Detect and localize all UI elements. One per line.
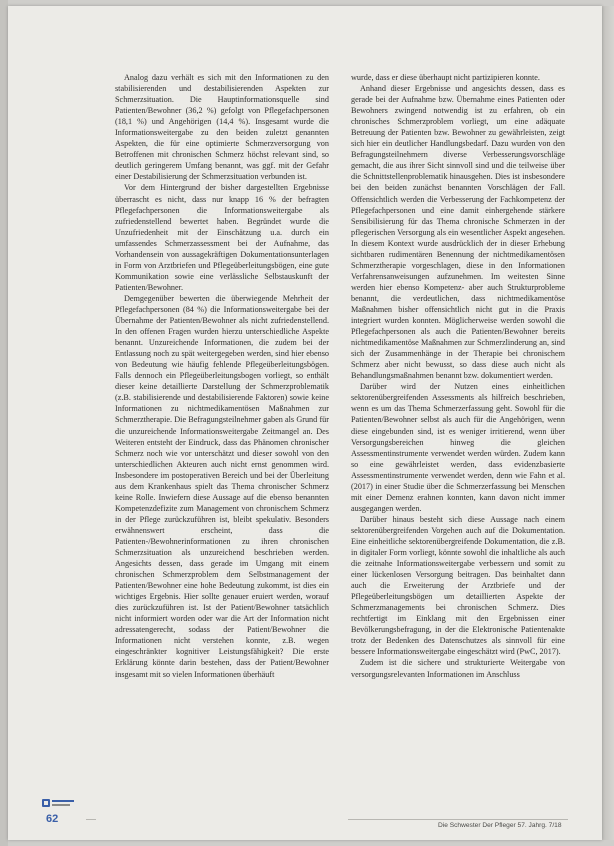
- footer-divider: [348, 819, 568, 820]
- paragraph: Darüber hinaus besteht sich diese Aussage nach einem sektorenübergreifenden Vorgehen auch auf die Dokumentation. Eine einheitliche sektorenübergreifende Dokumentation, die z.B. in digitaler Form vorliegt, könnte sowohl die inhaltliche als auch die zeitnahe Informationsweitergabe verbessern und somit zu einer lückenlosen Versorgung beitragen. Das beinhaltet dann auch die Erweiterung der Arztbriefe und der Pflegeüberleitungsbögen um detaillierten Aspekte der Schmerzmanagements bei chronischen Schmerz. Dies rechtfertigt im Einklang mit den Ergebnissen einer Bevölkerungsbefragung, in der die Elektronische Patientenakte trotz der Bedenken des Datenschutzes als sinnvoll für eine bessere Informationsweitergabe eingeschätzt wird (PwC, 2017).: [351, 514, 565, 657]
- paragraph: Darüber wird der Nutzen eines einheitlichen sektorenübergreifenden Assessments als hilfreich beschrieben, wenn es um das Thema Schmerzerfassung geht. Sowohl für die Patienten/Bewohner selbst als auch für die Angehörigen, wenn diese eingebunden sind, ist es weniger irritierend, wenn über Versorgungsbereichen hinweg die gleichen Assessmentinstrumente verwendet werden würden. Zudem kann so eine gewährleistet werden, dass evidenzbasierte Assessmentinstrumente verwendet werden, denn wie Fahn et al. (2017) in einer Studie über die Schmerzerfassung bei Menschen mit einer Demenz erahnen konnten, kann davon nicht immer ausgegangen werden.: [351, 382, 565, 513]
- page-number: 62: [46, 813, 59, 825]
- document-page: [8, 6, 602, 840]
- scan-left-edge: [0, 0, 8, 846]
- paragraph: wurde, dass er diese überhaupt nicht partizipieren konnte.: [351, 73, 540, 82]
- paragraph: Zudem ist die sichere und strukturierte Weitergabe von versorgungsrelevanten Informationen im Anschluss: [351, 658, 565, 679]
- publisher-logo: [42, 796, 76, 810]
- left-text-column: [115, 72, 329, 817]
- paragraph: Vor dem Hintergrund der bisher dargestellten Ergebnisse überrascht es nicht, dass nur knapp 16 % der befragten Pflegefachpersonen die Informationsweitergabe als zufriedenstellend bewertet haben. Begründet wurde die Unzufriedenheit mit der Einschätzung u.a. durch ein umfassendes Schmerzassessment bei der Aufnahme, das Vorhandensein von aussagekräftigen Dokumentationsunterlagen in Form von Arztbriefen und Pflegeüberleitungsbögen, eine gute Kommunikation sowie eine verlässliche Selbstauskunft der Patienten/Bewohner.: [115, 183, 329, 292]
- footer-divider-left: [86, 819, 96, 820]
- running-footer: Die Schwester Der Pfleger 57. Jahrg. 7/18: [438, 822, 562, 829]
- paragraph: Demgegenüber bewerten die überwiegende Mehrheit der Pflegefachpersonen (84 %) die Informationsweitergabe bei der Übernahme der Patienten/Bewohner als nicht zufriedenstellend. In den offenen Fragen wurden hierzu unterschiedliche Aspekte benannt. Unzureichende Informationen, die zudem bei der Entlassung noch zu spät weitergegeben werden, sind hier ebenso von Bedeutung wie häufig fehlende Pflegeüberleitungsbögen. Falls dennoch ein Pflegeüberleitungsbogen vorliegt, so enthält dieser keine detaillierte Darstellung der Schmerzproblematik (z.B. stabilisierende und destabilisierende Faktoren) sowie keine Informationen zu nichtmedikamentösen Maßnahmen zur Schmerztherapie. Die Befragungsteilnehmer gaben als Grund für die unzureichende Informationsweitergabe Zeitmangel an. Des Weiteren entsteht der Eindruck, dass das Phänomen chronischer Schmerz noch wie vor unterschätzt und dieser sowohl von den unterschiedlichen Akteuren auch nicht ernst genommen wird. Insbesondere im postoperativen Bereich und bei der Überleitung aus dem Krankenhaus spielt das Thema chronischer Schmerz keine Rolle. Inwiefern diese Aussage auf die ebenso benannten Kompetenzdefizite zum Management von chronischem Schmerz in der Pflege zurückzuführen ist, bleibt spekulativ. Besonders erwähnenswert erscheint, dass die Patienten-/Bewohnerinformationen zu ihren chronischen Schmerzsituation als unzureichend beschrieben werden. Angesichts dessen, dass gerade im Umgang mit einem chronischen Schmerzproblem dem Selbstmanagement der Patienten/Bewohner eine hohe Bedeutung zukommt, ist dies ein wichtiges Ergebnis. Hier sollte genauer eruiert werden, worauf dies zurückzuführen ist. Ist der Patient/Bewohner tatsächlich nicht informiert worden oder war die Art der Information nicht adressatengerecht, sodass der Patient/Bewohner die Informationen nicht verstehen konnte, z.B. wegen eingeschränkter kognitiver Leistungsfähigkeit? Die erste Erklärung könnte darin bestehen, dass der Patient/Bewohner insgesamt mit so vielen Informationen überhäuft: [115, 293, 329, 679]
- right-text-column: [351, 72, 565, 817]
- paragraph: Analog dazu verhält es sich mit den Informationen zu den stabilisierenden und destabilisierenden Aspekten zur Schmerzsituation. Die Hauptinformationsquelle sind Patienten/Bewohner (36,2 %) gefolgt von Pflegefachpersonen (18,1 %) und Angehörigen (14,4 %). Insgesamt wurde die Informationsweitergabe zu den beiden zuletzt genannten Aspekten, die für eine optimierte Schmerzversorgung von Betroffenen mit chronischen Schmerz höchst relevant sind, so deutlich geringerem Umfang benannt, was ggf. mit der Gefahr einer Destabilisierung der Schmerzsituation verbunden ist.: [115, 73, 329, 182]
- paragraph: Anhand dieser Ergebnisse und angesichts dessen, dass es gerade bei der Aufnahme bzw. Übernahme eines Patienten oder Bewohners zwingend notwendig ist zu erfahren, ob ein chronisches Schmerzproblem vorliegt, um eine adäquate Betreuung der Patienten bzw. Bewohner zu gewährleisten, zeigt sich hier ein deutlicher Handlungsbedarf. Dazu wurden von den Befragungsteilnehmern diverse Verbesserungsvorschläge gemacht, die aus ihrer Sicht sinnvoll sind und die teilweise über die Schnittstellenproblematik hinausgehen. Dies ist insbesondere bei den beiden zunächst benannten Vorschlägen der Fall. Offensichtlich werden die Verbesserung der Fachkompetenz der Pflegefachpersonen und eine damit einhergehende stärkere Sensibilisierung für das Thema chronische Schmerzen in der pflegerischen Versorgung als ein wesentlicher Aspekt angesehen. In diesem Kontext wurde ausdrücklich der in dieser Erhebung sichtbaren rudimentären Benennung der nichtmedikamentösen Schmerztherapie vorgeschlagen, diese in den Informationen Verfahrensanweisungen aufzunehmen. Im weitesten Sinne werden hier ebenso Kompetenz- aber auch Strukturprobleme benannt, die verdeutlichen, dass nichtmedikamentöse Maßnahmen bisher offensichtlich nicht gut in die Praxis integriert wurden konnten. Möglicherweise werden sowohl die Pflegefachpersonen als auch die Patienten/Bewohner bereits nichtmedikamentöse Maßnahmen zur Schmerzlinderung an, sind sich der Zusammenhänge in der Therapie bei chronischem Schmerz aber nicht bewusst, so dass diese auch nicht als Behandlungsmaßnahmen benannt bzw. dokumentiert werden.: [351, 84, 565, 381]
